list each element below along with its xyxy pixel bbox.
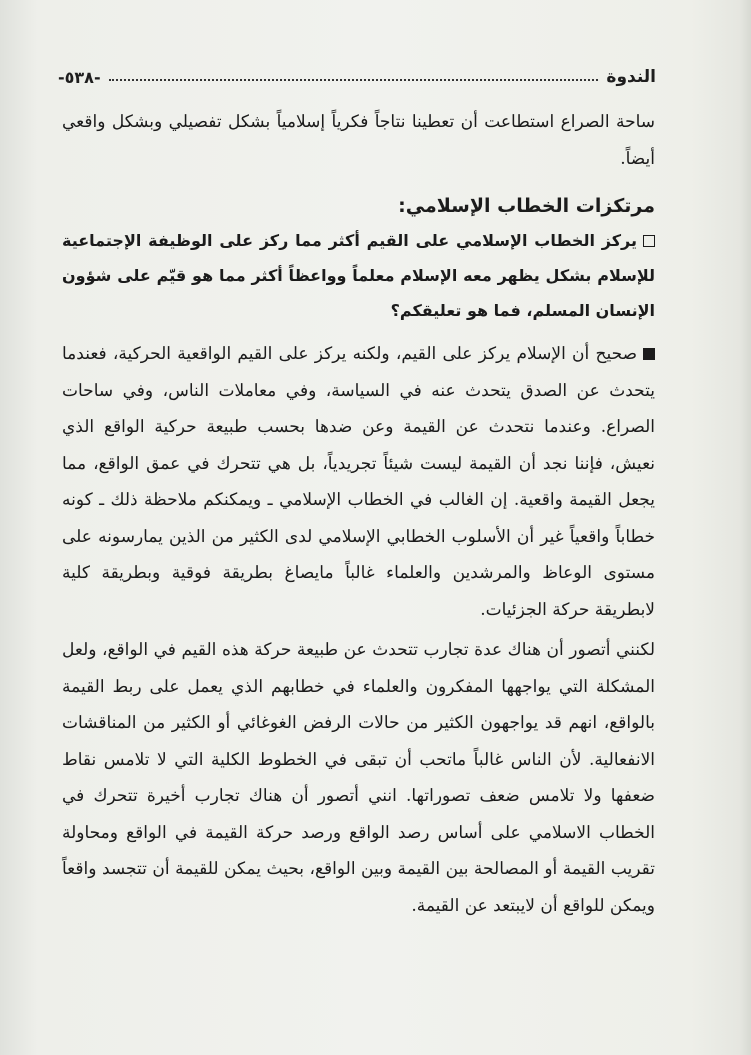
intro-paragraph: ساحة الصراع استطاعت أن تعطينا نتاجاً فكرياً إسلامياً بشكل تفصيلي وبشكل واقعي أيضاً. — [62, 112, 655, 169]
question-paragraph — [62, 223, 655, 328]
question-text: يركز الخطاب الإسلامي على القيم أكثر مما ركز على الوظيفة الإجتماعية للإسلام بشكل يظهر معه الإسلام معلماً وواعظاً أكثر مما هو قيّم على شؤون الإنسان المسلم، فما هو تعليقكم؟ — [62, 231, 655, 320]
answer-paragraph-1 — [62, 336, 655, 628]
journal-name: الندوة — [606, 67, 656, 87]
running-header — [58, 62, 656, 92]
body-text — [62, 104, 655, 924]
answer-box-icon — [643, 348, 655, 360]
question-box-icon — [643, 235, 655, 247]
page-number: -٥٣٨- — [58, 67, 101, 87]
answer-paragraph-2: لكنني أتصور أن هناك عدة تجارب تتحدث عن طبيعة حركة هذه القيم في الواقع، ولعل المشكلة التي يواجهها المفكرون والعلماء في خطابهم الذي يعمل على ربط القيمة بالواقع، انهم قد يواجهون الكثير من حالات الرفض الغوغائي أو الكثير من المناقشات الانفعالية. لأن الناس غالباً ماتحب أن تبقى في الخطوط الكلية التي لا تلامس نقاط ضعفها ولا تلامس ضعف تصوراتها. انني أتصور أن هناك تجارب أخيرة تتحرك في الخطاب الاسلامي على أساس رصد الواقع ورصد حركة القيمة في الواقع ومحاولة تقريب القيمة أو المصالحة بين القيمة وبين الواقع، بحيث يمكن للقيمة أن تتجسد واقعاً ويمكن للواقع أن لايبتعد عن القيمة. — [62, 640, 655, 916]
page-binding-edge — [739, 0, 751, 1055]
header-dotted-leader — [109, 79, 599, 81]
section-heading: مرتكزات الخطاب الإسلامي: — [398, 195, 655, 217]
answer-text-1: صحيح أن الإسلام يركز على القيم، ولكنه يركز على القيم الواقعية الحركية، فعندما يتحدث عن الصدق يتحدث عنه في السياسة، وفي معاملات الناس، وفي ساحات الصراع. وعندما نتحدث عن القيمة وعن ضدها بحسب طبيعة حركية الواقع الذي نعيش، فإننا نجد أن القيمة ليست شيئاً تجريدياً، بل هي تتحرك في عمق الواقع، مما يجعل القيمة واقعية. إن الغالب في الخطاب الإسلامي ـ ويمكنكم ملاحظة ذلك ـ كونه خطاباً واقعياً غير أن الأسلوب الخطابي الإسلامي لدى الكثير من الذين يمارسونه على مستوى الوعاظ والمرشدين والعلماء غالباً مايصاغ بطريقة فوقية وبطريقة كلية لابطريقة حركة الجزئيات. — [62, 344, 655, 620]
